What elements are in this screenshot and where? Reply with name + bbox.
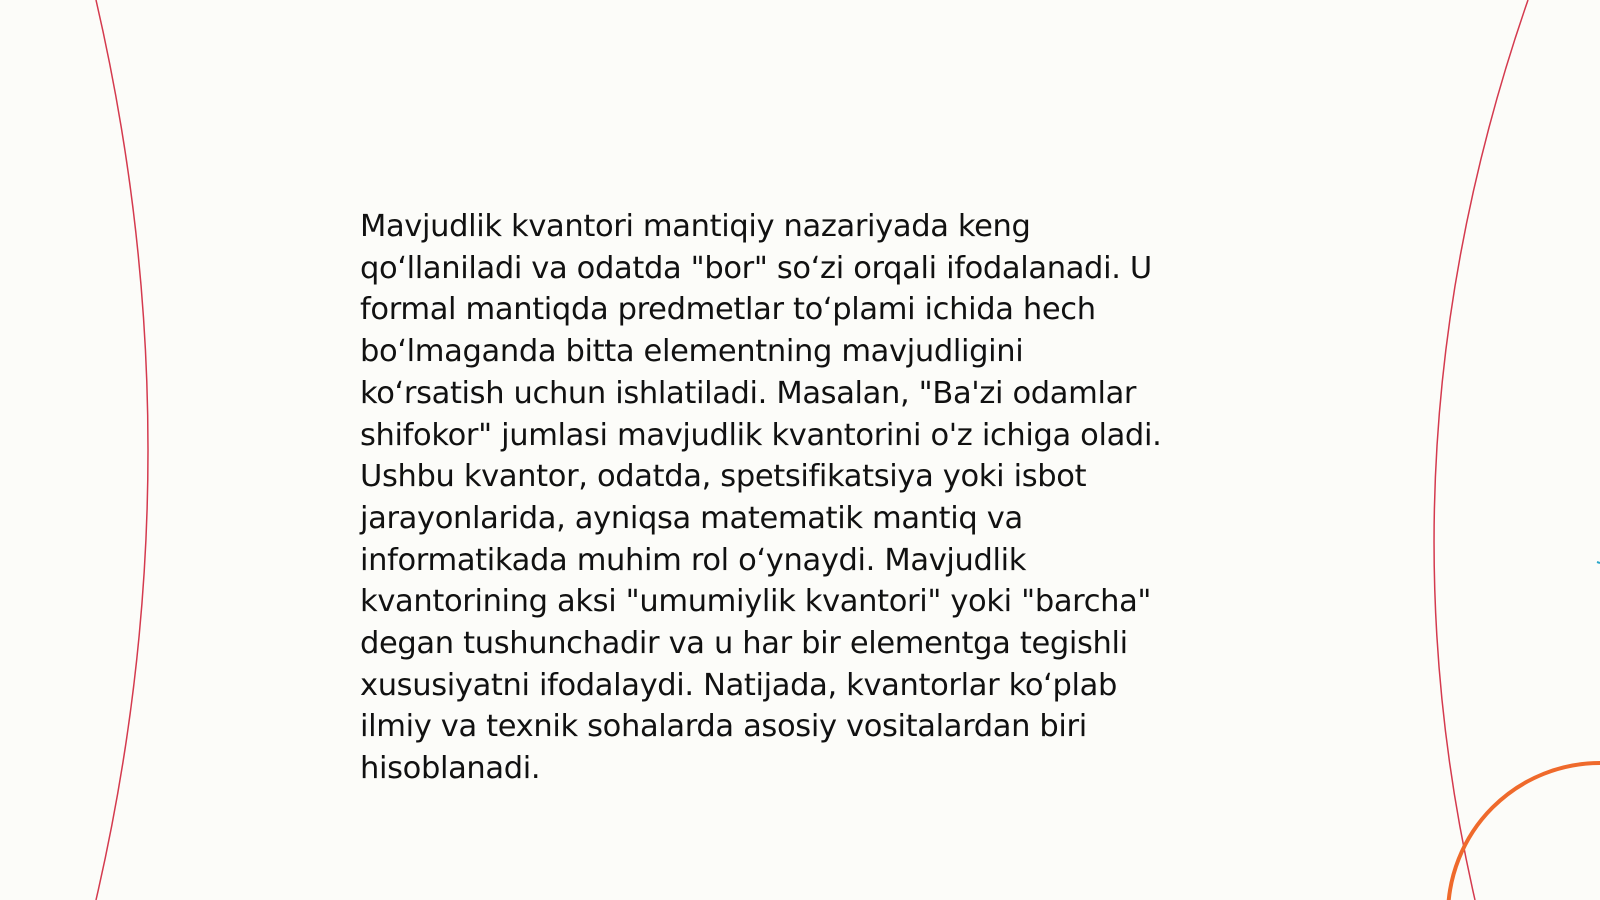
right-curve-line xyxy=(1434,0,1528,900)
body-paragraph: Mavjudlik kvantori mantiqiy nazariyada keng qoʻllaniladi va odatda "bor" soʻzi orqali ifodalanadi. U formal mantiqda predmetlar toʻplami ichida hech boʻlmaganda bitta elementning mavjudligini koʻrsatish uchun ishlatiladi. Masalan, "Ba'zi odamlar shifokor" jumlasi mavjudlik kvantorini o'z ichiga oladi. Ushbu kvantor, odatda, spetsifikatsiya yoki isbot jarayonlarida, ayniqsa matematik mantiq va informatikada muhim rol oʻynaydi. Mavjudlik kvantorining aksi "umumiylik kvantori" yoki "barcha" degan tushunchadir va u har bir elementga tegishli xususiyatni ifodalaydi. Natijada, kvantorlar koʻplab ilmiy va texnik sohalarda asosiy vositalardan biri hisoblanadi. xyxy=(360,209,1162,787)
left-curve-line xyxy=(96,0,148,900)
